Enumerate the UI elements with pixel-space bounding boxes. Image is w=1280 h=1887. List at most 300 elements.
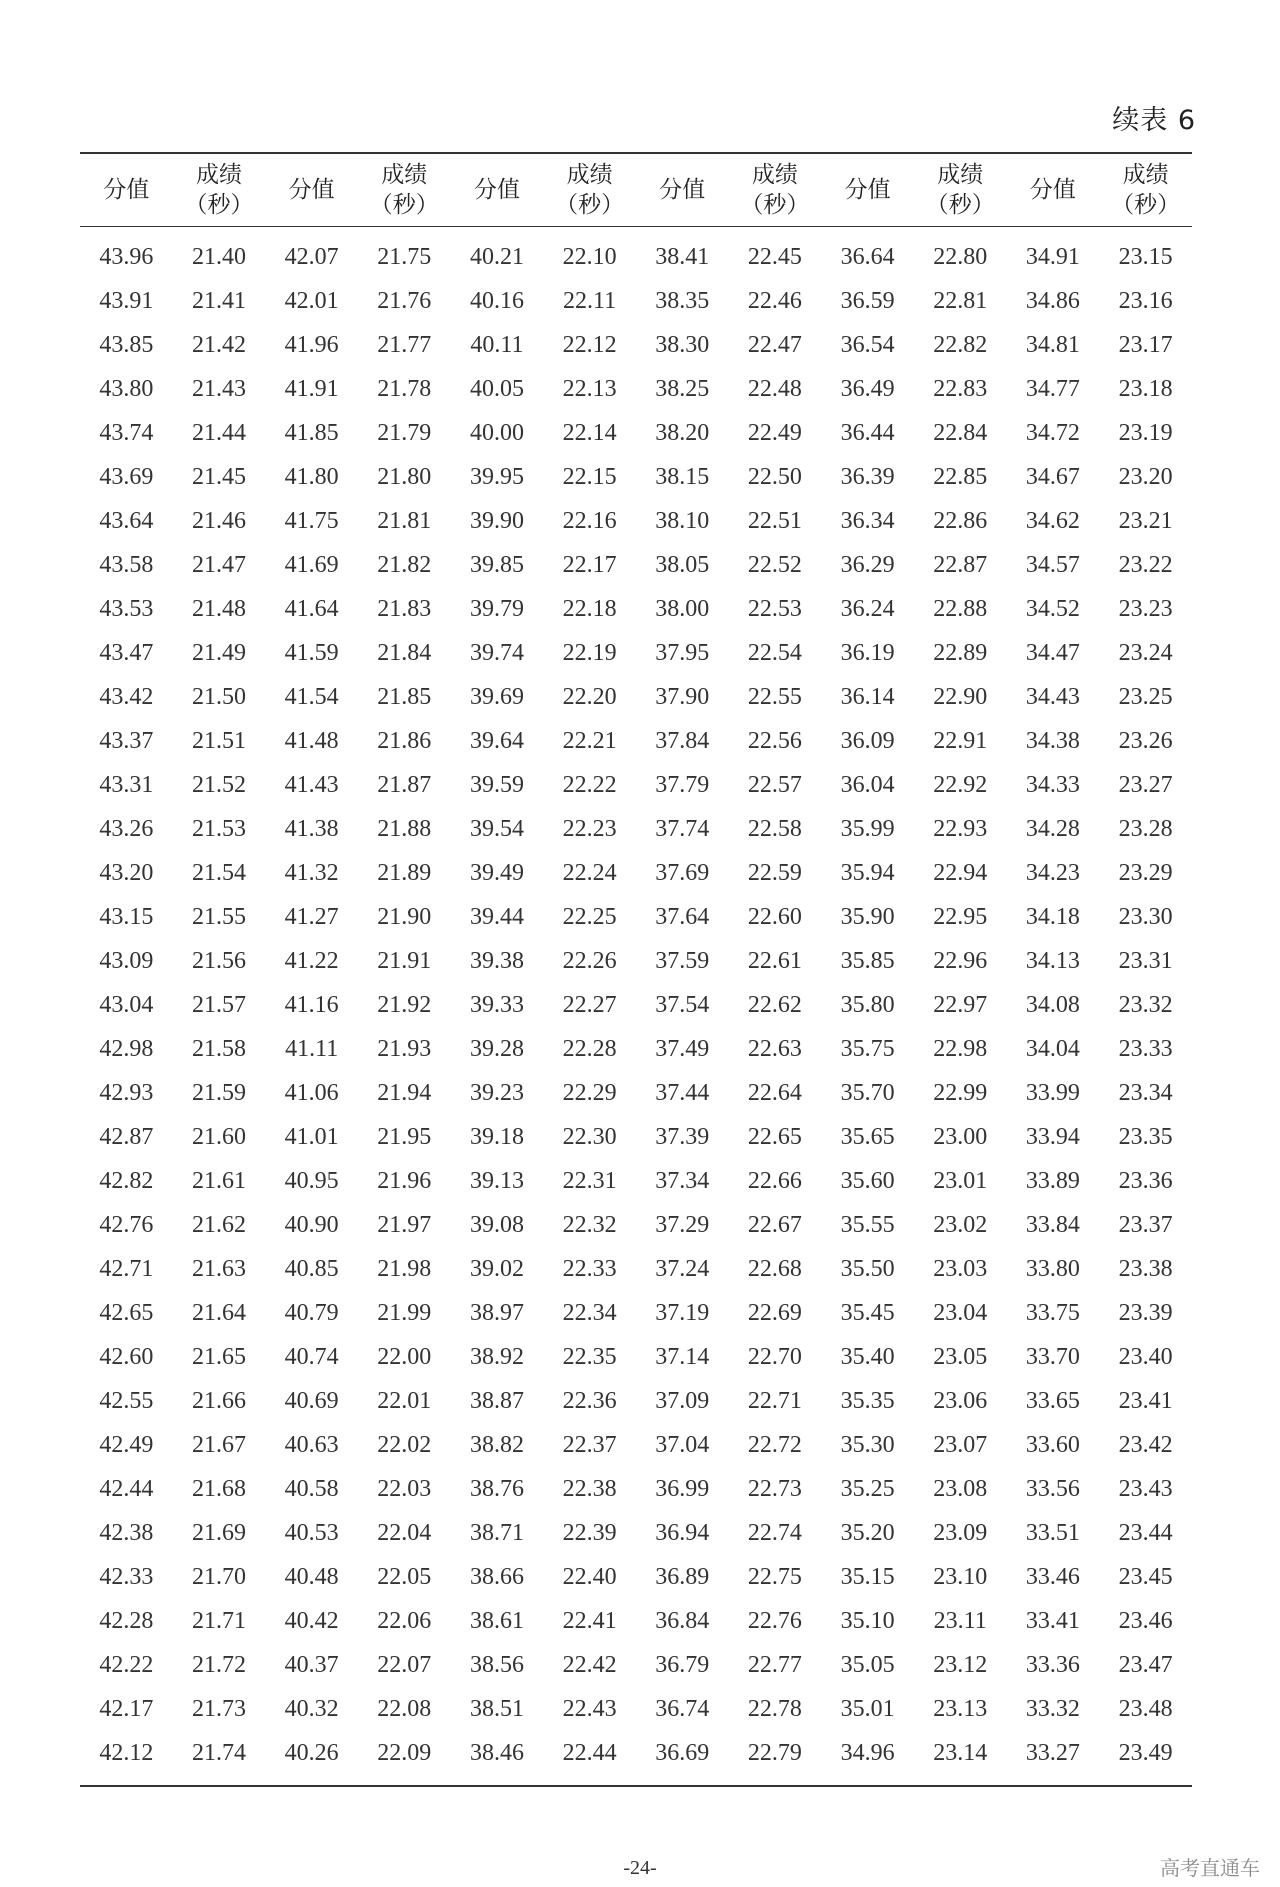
- table-row: [80, 323, 1192, 367]
- score-cell: 37.34: [655, 1167, 710, 1194]
- time-cell: 22.21: [562, 727, 617, 754]
- score-cell: 39.69: [469, 683, 524, 710]
- score-cell: 43.26: [99, 815, 154, 842]
- time-cell: 23.01: [933, 1167, 988, 1194]
- score-cell: 40.95: [284, 1167, 339, 1194]
- score-cell: 42.28: [99, 1607, 154, 1634]
- score-cell: 43.20: [99, 859, 154, 886]
- time-cell: 23.30: [1118, 903, 1173, 930]
- time-cell: 22.44: [562, 1739, 617, 1766]
- time-cell: 22.42: [562, 1651, 617, 1678]
- score-cell: 43.69: [99, 463, 154, 490]
- time-cell: 23.08: [933, 1475, 988, 1502]
- time-cell: 22.96: [933, 947, 988, 974]
- time-cell: 21.82: [377, 551, 432, 578]
- score-cell: 39.02: [469, 1255, 524, 1282]
- time-cell: 21.70: [191, 1563, 246, 1590]
- time-cell: 21.85: [377, 683, 432, 710]
- score-cell: 43.04: [99, 991, 154, 1018]
- time-cell: 21.93: [377, 1035, 432, 1062]
- time-cell: 21.78: [377, 375, 432, 402]
- score-cell: 35.70: [840, 1079, 895, 1106]
- score-cell: 36.89: [655, 1563, 710, 1590]
- score-cell: 35.20: [840, 1519, 895, 1546]
- table-body: [80, 227, 1192, 1787]
- time-cell: 22.52: [747, 551, 802, 578]
- time-cell: 22.02: [377, 1431, 432, 1458]
- table-row: [80, 719, 1192, 763]
- score-cell: 34.67: [1025, 463, 1080, 490]
- time-cell: 22.06: [377, 1607, 432, 1634]
- score-table: [80, 152, 1192, 1787]
- score-cell: 43.96: [99, 243, 154, 270]
- time-cell: 22.78: [747, 1695, 802, 1722]
- time-cell: 22.60: [747, 903, 802, 930]
- score-cell: 39.08: [469, 1211, 524, 1238]
- time-cell: 21.75: [377, 243, 432, 270]
- time-cell: 22.73: [747, 1475, 802, 1502]
- time-cell: 22.76: [747, 1607, 802, 1634]
- time-cell: 21.98: [377, 1255, 432, 1282]
- time-cell: 23.26: [1118, 727, 1173, 754]
- score-cell: 34.57: [1025, 551, 1080, 578]
- time-cell: 21.45: [191, 463, 246, 490]
- score-cell: 43.37: [99, 727, 154, 754]
- time-cell: 23.12: [933, 1651, 988, 1678]
- time-cell: 23.20: [1118, 463, 1173, 490]
- time-cell: 21.94: [377, 1079, 432, 1106]
- time-cell: 23.07: [933, 1431, 988, 1458]
- header-label: 成绩: [751, 162, 798, 188]
- time-cell: 22.66: [747, 1167, 802, 1194]
- time-cell: 22.90: [933, 683, 988, 710]
- score-cell: 36.09: [840, 727, 895, 754]
- score-cell: 35.90: [840, 903, 895, 930]
- score-cell: 40.74: [284, 1343, 339, 1370]
- score-cell: 38.20: [655, 419, 710, 446]
- score-cell: 35.60: [840, 1167, 895, 1194]
- score-cell: 39.18: [469, 1123, 524, 1150]
- time-cell: 23.11: [933, 1607, 987, 1634]
- score-cell: 37.64: [655, 903, 710, 930]
- score-cell: 38.87: [469, 1387, 524, 1414]
- time-cell: 22.93: [933, 815, 988, 842]
- time-cell: 22.15: [562, 463, 617, 490]
- time-cell: 21.64: [191, 1299, 246, 1326]
- table-row: [80, 1071, 1192, 1115]
- score-cell: 41.22: [284, 947, 339, 974]
- score-cell: 33.41: [1025, 1607, 1080, 1634]
- score-cell: 43.09: [99, 947, 154, 974]
- time-cell: 23.13: [933, 1695, 988, 1722]
- time-cell: 23.14: [933, 1739, 988, 1766]
- time-cell: 22.26: [562, 947, 617, 974]
- time-cell: 22.65: [747, 1123, 802, 1150]
- score-cell: 43.15: [99, 903, 154, 930]
- header-time-seconds: [1099, 153, 1192, 227]
- score-cell: 34.86: [1025, 287, 1080, 314]
- score-cell: 36.49: [840, 375, 895, 402]
- table-row: [80, 455, 1192, 499]
- score-cell: 38.97: [469, 1299, 524, 1326]
- time-cell: 22.47: [747, 331, 802, 358]
- time-cell: 21.72: [191, 1651, 246, 1678]
- time-cell: 22.29: [562, 1079, 617, 1106]
- score-cell: 34.72: [1025, 419, 1080, 446]
- table-row: [80, 587, 1192, 631]
- score-cell: 37.09: [655, 1387, 710, 1414]
- score-cell: 40.37: [284, 1651, 339, 1678]
- score-cell: 34.04: [1025, 1035, 1080, 1062]
- time-cell: 22.40: [562, 1563, 617, 1590]
- table-row: [80, 1731, 1192, 1786]
- score-cell: 38.92: [469, 1343, 524, 1370]
- score-cell: 33.65: [1025, 1387, 1080, 1414]
- header-unit: （秒）: [740, 192, 810, 218]
- score-cell: 35.99: [840, 815, 895, 842]
- table-row: [80, 1379, 1192, 1423]
- time-cell: 23.49: [1118, 1739, 1173, 1766]
- score-cell: 43.64: [99, 507, 154, 534]
- score-cell: 39.64: [469, 727, 524, 754]
- score-cell: 38.46: [469, 1739, 524, 1766]
- score-cell: 40.05: [469, 375, 524, 402]
- score-cell: 38.10: [655, 507, 710, 534]
- score-cell: 35.35: [840, 1387, 895, 1414]
- time-cell: 22.99: [933, 1079, 988, 1106]
- score-cell: 36.14: [840, 683, 895, 710]
- score-cell: 41.38: [284, 815, 339, 842]
- time-cell: 22.59: [747, 859, 802, 886]
- time-cell: 22.16: [562, 507, 617, 534]
- score-cell: 39.38: [469, 947, 524, 974]
- time-cell: 23.24: [1118, 639, 1173, 666]
- score-cell: 41.48: [284, 727, 339, 754]
- time-cell: 22.92: [933, 771, 988, 798]
- time-cell: 23.34: [1118, 1079, 1173, 1106]
- score-cell: 38.35: [655, 287, 710, 314]
- time-cell: 23.38: [1118, 1255, 1173, 1282]
- time-cell: 22.91: [933, 727, 988, 754]
- score-cell: 43.74: [99, 419, 154, 446]
- score-cell: 36.44: [840, 419, 895, 446]
- score-cell: 38.25: [655, 375, 710, 402]
- time-cell: 21.46: [191, 507, 246, 534]
- score-cell: 40.32: [284, 1695, 339, 1722]
- time-cell: 22.82: [933, 331, 988, 358]
- score-cell: 33.70: [1025, 1343, 1080, 1370]
- time-cell: 22.31: [562, 1167, 617, 1194]
- score-cell: 40.63: [284, 1431, 339, 1458]
- time-cell: 22.56: [747, 727, 802, 754]
- time-cell: 21.49: [191, 639, 246, 666]
- time-cell: 22.27: [562, 991, 617, 1018]
- score-cell: 41.32: [284, 859, 339, 886]
- time-cell: 21.48: [191, 595, 246, 622]
- time-cell: 21.62: [191, 1211, 246, 1238]
- time-cell: 21.55: [191, 903, 246, 930]
- table-row: [80, 1027, 1192, 1071]
- time-cell: 23.10: [933, 1563, 988, 1590]
- table-row: [80, 1555, 1192, 1599]
- time-cell: 21.97: [377, 1211, 432, 1238]
- table-row: [80, 1423, 1192, 1467]
- score-cell: 35.15: [840, 1563, 895, 1590]
- score-cell: 42.12: [99, 1739, 154, 1766]
- time-cell: 22.01: [377, 1387, 432, 1414]
- score-cell: 41.16: [284, 991, 339, 1018]
- score-cell: 39.79: [469, 595, 524, 622]
- score-cell: 36.24: [840, 595, 895, 622]
- time-cell: 23.43: [1118, 1475, 1173, 1502]
- time-cell: 21.92: [377, 991, 432, 1018]
- score-cell: 41.06: [284, 1079, 339, 1106]
- score-cell: 39.74: [469, 639, 524, 666]
- time-cell: 21.76: [377, 287, 432, 314]
- time-cell: 23.28: [1118, 815, 1173, 842]
- table-row: [80, 807, 1192, 851]
- score-cell: 34.08: [1025, 991, 1080, 1018]
- score-cell: 38.71: [469, 1519, 524, 1546]
- time-cell: 22.97: [933, 991, 988, 1018]
- time-cell: 23.03: [933, 1255, 988, 1282]
- time-cell: 21.65: [191, 1343, 246, 1370]
- time-cell: 22.49: [747, 419, 802, 446]
- score-cell: 40.26: [284, 1739, 339, 1766]
- table-row: [80, 1115, 1192, 1159]
- time-cell: 21.54: [191, 859, 246, 886]
- score-cell: 37.14: [655, 1343, 710, 1370]
- score-cell: 34.33: [1025, 771, 1080, 798]
- time-cell: 23.19: [1118, 419, 1173, 446]
- time-cell: 22.36: [562, 1387, 617, 1414]
- score-cell: 34.52: [1025, 595, 1080, 622]
- time-cell: 22.45: [747, 243, 802, 270]
- time-cell: 22.34: [562, 1299, 617, 1326]
- time-cell: 23.46: [1118, 1607, 1173, 1634]
- score-cell: 39.90: [469, 507, 524, 534]
- time-cell: 22.98: [933, 1035, 988, 1062]
- time-cell: 21.43: [191, 375, 246, 402]
- score-cell: 40.11: [470, 331, 524, 358]
- time-cell: 21.88: [377, 815, 432, 842]
- time-cell: 21.79: [377, 419, 432, 446]
- time-cell: 22.41: [562, 1607, 617, 1634]
- time-cell: 21.50: [191, 683, 246, 710]
- time-cell: 22.74: [747, 1519, 802, 1546]
- time-cell: 22.54: [747, 639, 802, 666]
- table-caption: 续表 6: [1112, 105, 1196, 136]
- score-cell: 38.82: [469, 1431, 524, 1458]
- score-cell: 33.75: [1025, 1299, 1080, 1326]
- score-cell: 35.65: [840, 1123, 895, 1150]
- time-cell: 22.87: [933, 551, 988, 578]
- score-cell: 37.19: [655, 1299, 710, 1326]
- header-score-value: [1007, 153, 1100, 227]
- score-cell: 40.85: [284, 1255, 339, 1282]
- score-cell: 33.46: [1025, 1563, 1080, 1590]
- time-cell: 23.40: [1118, 1343, 1173, 1370]
- score-cell: 35.55: [840, 1211, 895, 1238]
- header-unit: （秒）: [1111, 192, 1181, 218]
- table-row: [80, 227, 1192, 280]
- score-cell: 40.16: [469, 287, 524, 314]
- score-cell: 42.87: [99, 1123, 154, 1150]
- header-time-seconds: [729, 153, 822, 227]
- time-cell: 22.48: [747, 375, 802, 402]
- score-cell: 39.54: [469, 815, 524, 842]
- time-cell: 23.00: [933, 1123, 988, 1150]
- time-cell: 22.17: [562, 551, 617, 578]
- table-header: [80, 153, 1192, 227]
- time-cell: 21.83: [377, 595, 432, 622]
- score-cell: 39.23: [469, 1079, 524, 1106]
- score-cell: 37.59: [655, 947, 710, 974]
- score-cell: 38.30: [655, 331, 710, 358]
- time-cell: 21.86: [377, 727, 432, 754]
- score-cell: 43.31: [99, 771, 154, 798]
- score-cell: 41.69: [284, 551, 339, 578]
- score-cell: 41.80: [284, 463, 339, 490]
- time-cell: 22.20: [562, 683, 617, 710]
- time-cell: 22.04: [377, 1519, 432, 1546]
- score-cell: 43.47: [99, 639, 154, 666]
- time-cell: 23.02: [933, 1211, 988, 1238]
- score-cell: 35.75: [840, 1035, 895, 1062]
- score-cell: 42.65: [99, 1299, 154, 1326]
- table-row: [80, 411, 1192, 455]
- score-cell: 36.74: [655, 1695, 710, 1722]
- time-cell: 22.38: [562, 1475, 617, 1502]
- header-time-seconds: [543, 153, 636, 227]
- score-cell: 42.93: [99, 1079, 154, 1106]
- time-cell: 22.37: [562, 1431, 617, 1458]
- time-cell: 23.06: [933, 1387, 988, 1414]
- score-cell: 37.95: [655, 639, 710, 666]
- score-cell: 39.95: [469, 463, 524, 490]
- time-cell: 22.85: [933, 463, 988, 490]
- score-cell: 36.99: [655, 1475, 710, 1502]
- score-cell: 37.29: [655, 1211, 710, 1238]
- time-cell: 21.42: [191, 331, 246, 358]
- score-cell: 38.15: [655, 463, 710, 490]
- time-cell: 21.56: [191, 947, 246, 974]
- score-cell: 35.10: [840, 1607, 895, 1634]
- time-cell: 22.51: [747, 507, 802, 534]
- time-cell: 22.61: [747, 947, 802, 974]
- time-cell: 22.50: [747, 463, 802, 490]
- score-cell: 38.05: [655, 551, 710, 578]
- time-cell: 22.63: [747, 1035, 802, 1062]
- time-cell: 22.10: [562, 243, 617, 270]
- time-cell: 22.64: [747, 1079, 802, 1106]
- score-cell: 35.01: [840, 1695, 895, 1722]
- score-cell: 42.98: [99, 1035, 154, 1062]
- score-cell: 43.58: [99, 551, 154, 578]
- score-cell: 34.81: [1025, 331, 1080, 358]
- time-cell: 23.36: [1118, 1167, 1173, 1194]
- time-cell: 21.53: [191, 815, 246, 842]
- table-row: [80, 1467, 1192, 1511]
- header-label: 分值: [103, 177, 150, 203]
- time-cell: 22.00: [377, 1343, 432, 1370]
- score-cell: 39.33: [469, 991, 524, 1018]
- score-cell: 41.11: [285, 1035, 339, 1062]
- time-cell: 21.95: [377, 1123, 432, 1150]
- score-cell: 34.23: [1025, 859, 1080, 886]
- time-cell: 22.55: [747, 683, 802, 710]
- score-cell: 34.91: [1025, 243, 1080, 270]
- score-cell: 34.28: [1025, 815, 1080, 842]
- time-cell: 21.71: [191, 1607, 246, 1634]
- table-row: [80, 1159, 1192, 1203]
- score-cell: 40.42: [284, 1607, 339, 1634]
- time-cell: 23.09: [933, 1519, 988, 1546]
- table-row: [80, 1599, 1192, 1643]
- time-cell: 21.67: [191, 1431, 246, 1458]
- header-unit: （秒）: [369, 192, 439, 218]
- time-cell: 23.25: [1118, 683, 1173, 710]
- time-cell: 22.08: [377, 1695, 432, 1722]
- time-cell: 23.16: [1118, 287, 1173, 314]
- score-cell: 35.25: [840, 1475, 895, 1502]
- time-cell: 23.48: [1118, 1695, 1173, 1722]
- score-cell: 36.39: [840, 463, 895, 490]
- time-cell: 22.23: [562, 815, 617, 842]
- score-cell: 43.80: [99, 375, 154, 402]
- table-row: [80, 499, 1192, 543]
- score-cell: 35.80: [840, 991, 895, 1018]
- score-cell: 38.61: [469, 1607, 524, 1634]
- score-cell: 36.34: [840, 507, 895, 534]
- table-row: [80, 1203, 1192, 1247]
- header-score-value: [451, 153, 544, 227]
- score-cell: 35.45: [840, 1299, 895, 1326]
- score-cell: 41.91: [284, 375, 339, 402]
- header-row: [80, 153, 1192, 227]
- time-cell: 23.04: [933, 1299, 988, 1326]
- time-cell: 23.32: [1118, 991, 1173, 1018]
- score-cell: 41.96: [284, 331, 339, 358]
- score-cell: 43.53: [99, 595, 154, 622]
- header-label: 成绩: [381, 162, 428, 188]
- time-cell: 22.80: [933, 243, 988, 270]
- time-cell: 21.84: [377, 639, 432, 666]
- time-cell: 21.80: [377, 463, 432, 490]
- score-cell: 33.99: [1025, 1079, 1080, 1106]
- time-cell: 23.41: [1118, 1387, 1173, 1414]
- header-label: 分值: [659, 177, 706, 203]
- time-cell: 22.25: [562, 903, 617, 930]
- time-cell: 22.69: [747, 1299, 802, 1326]
- time-cell: 23.35: [1118, 1123, 1173, 1150]
- time-cell: 22.79: [747, 1739, 802, 1766]
- header-label: 成绩: [566, 162, 613, 188]
- time-cell: 22.62: [747, 991, 802, 1018]
- header-unit: （秒）: [184, 192, 254, 218]
- time-cell: 23.15: [1118, 243, 1173, 270]
- score-cell: 40.53: [284, 1519, 339, 1546]
- time-cell: 21.96: [377, 1167, 432, 1194]
- time-cell: 21.60: [191, 1123, 246, 1150]
- score-cell: 39.85: [469, 551, 524, 578]
- score-cell: 42.01: [284, 287, 339, 314]
- score-cell: 34.47: [1025, 639, 1080, 666]
- score-cell: 42.82: [99, 1167, 154, 1194]
- score-cell: 37.39: [655, 1123, 710, 1150]
- table-row: [80, 939, 1192, 983]
- time-cell: 21.68: [191, 1475, 246, 1502]
